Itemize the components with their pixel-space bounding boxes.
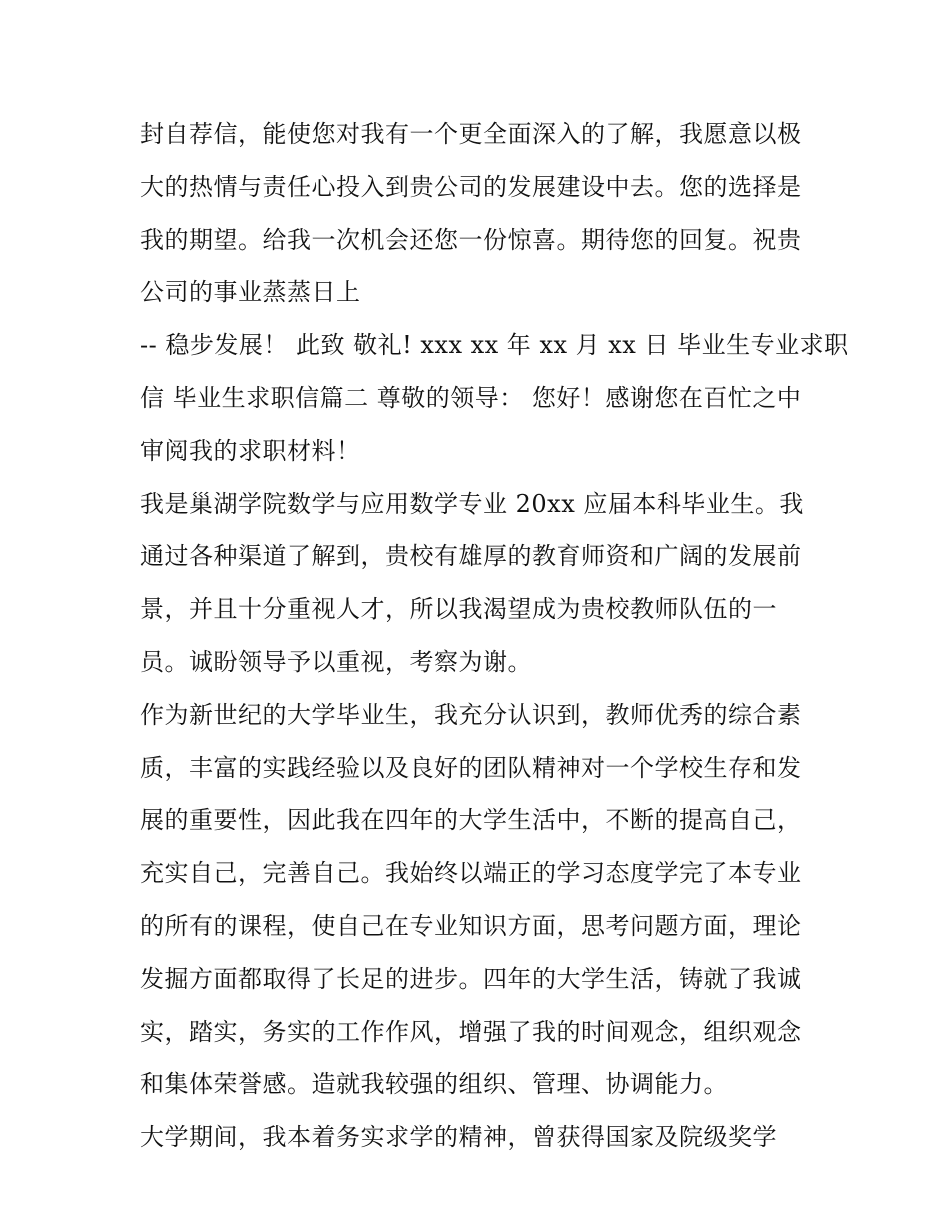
text-line: 的所有的课程，使自己在专业知识方面，思考问题方面，理论 [140, 911, 802, 940]
text-line: 信 毕业生求职信篇二 尊敬的领导： 您好！感谢您在百忙之中 [140, 383, 802, 412]
text-line: 大的热情与责任心投入到贵公司的发展建设中去。您的选择是 [140, 172, 802, 201]
text-line: 我是巢湖学院数学与应用数学专业 20xx 应届本科毕业生。我 [140, 489, 804, 518]
text-line: 通过各种渠道了解到，贵校有雄厚的教育师资和广阔的发展前 [140, 542, 802, 571]
text-line: 质，丰富的实践经验以及良好的团队精神对一个学校生存和发 [140, 753, 802, 782]
text-line: 公司的事业蒸蒸日上 [140, 278, 361, 307]
text-line: 景，并且十分重视人才，所以我渴望成为贵校教师队伍的一 [140, 595, 777, 624]
text-line: 作为新世纪的大学毕业生，我充分认识到，教师优秀的综合素 [140, 700, 802, 729]
text-line: 员。诚盼领导予以重视，考察为谢。 [140, 647, 532, 676]
text-line: 审阅我的求职材料！ [140, 436, 361, 465]
text-line: 充实自己，完善自己。我始终以端正的学习态度学完了本专业 [140, 859, 802, 888]
document-page [140, 108, 849, 1164]
text-line: 我的期望。给我一次机会还您一份惊喜。期待您的回复。祝贵 [140, 225, 802, 254]
text-line: -- 稳步发展！ 此致 敬礼! xxx xx 年 xx 月 xx 日 毕业生专业求职 [140, 331, 849, 360]
text-line: 实，踏实，务实的工作作风，增强了我的时间观念，组织观念 [140, 1017, 802, 1046]
text-line: 展的重要性，因此我在四年的大学生活中，不断的提高自己， [140, 806, 802, 835]
text-line: 和集体荣誉感。造就我较强的组织、管理、协调能力。 [140, 1070, 728, 1099]
text-line: 大学期间，我本着务实求学的精神，曾获得国家及院级奖学 [140, 1123, 777, 1152]
text-line: 发掘方面都取得了长足的进步。四年的大学生活，铸就了我诚 [140, 964, 802, 993]
text-line: 封自荐信，能使您对我有一个更全面深入的了解，我愿意以极 [140, 120, 802, 148]
